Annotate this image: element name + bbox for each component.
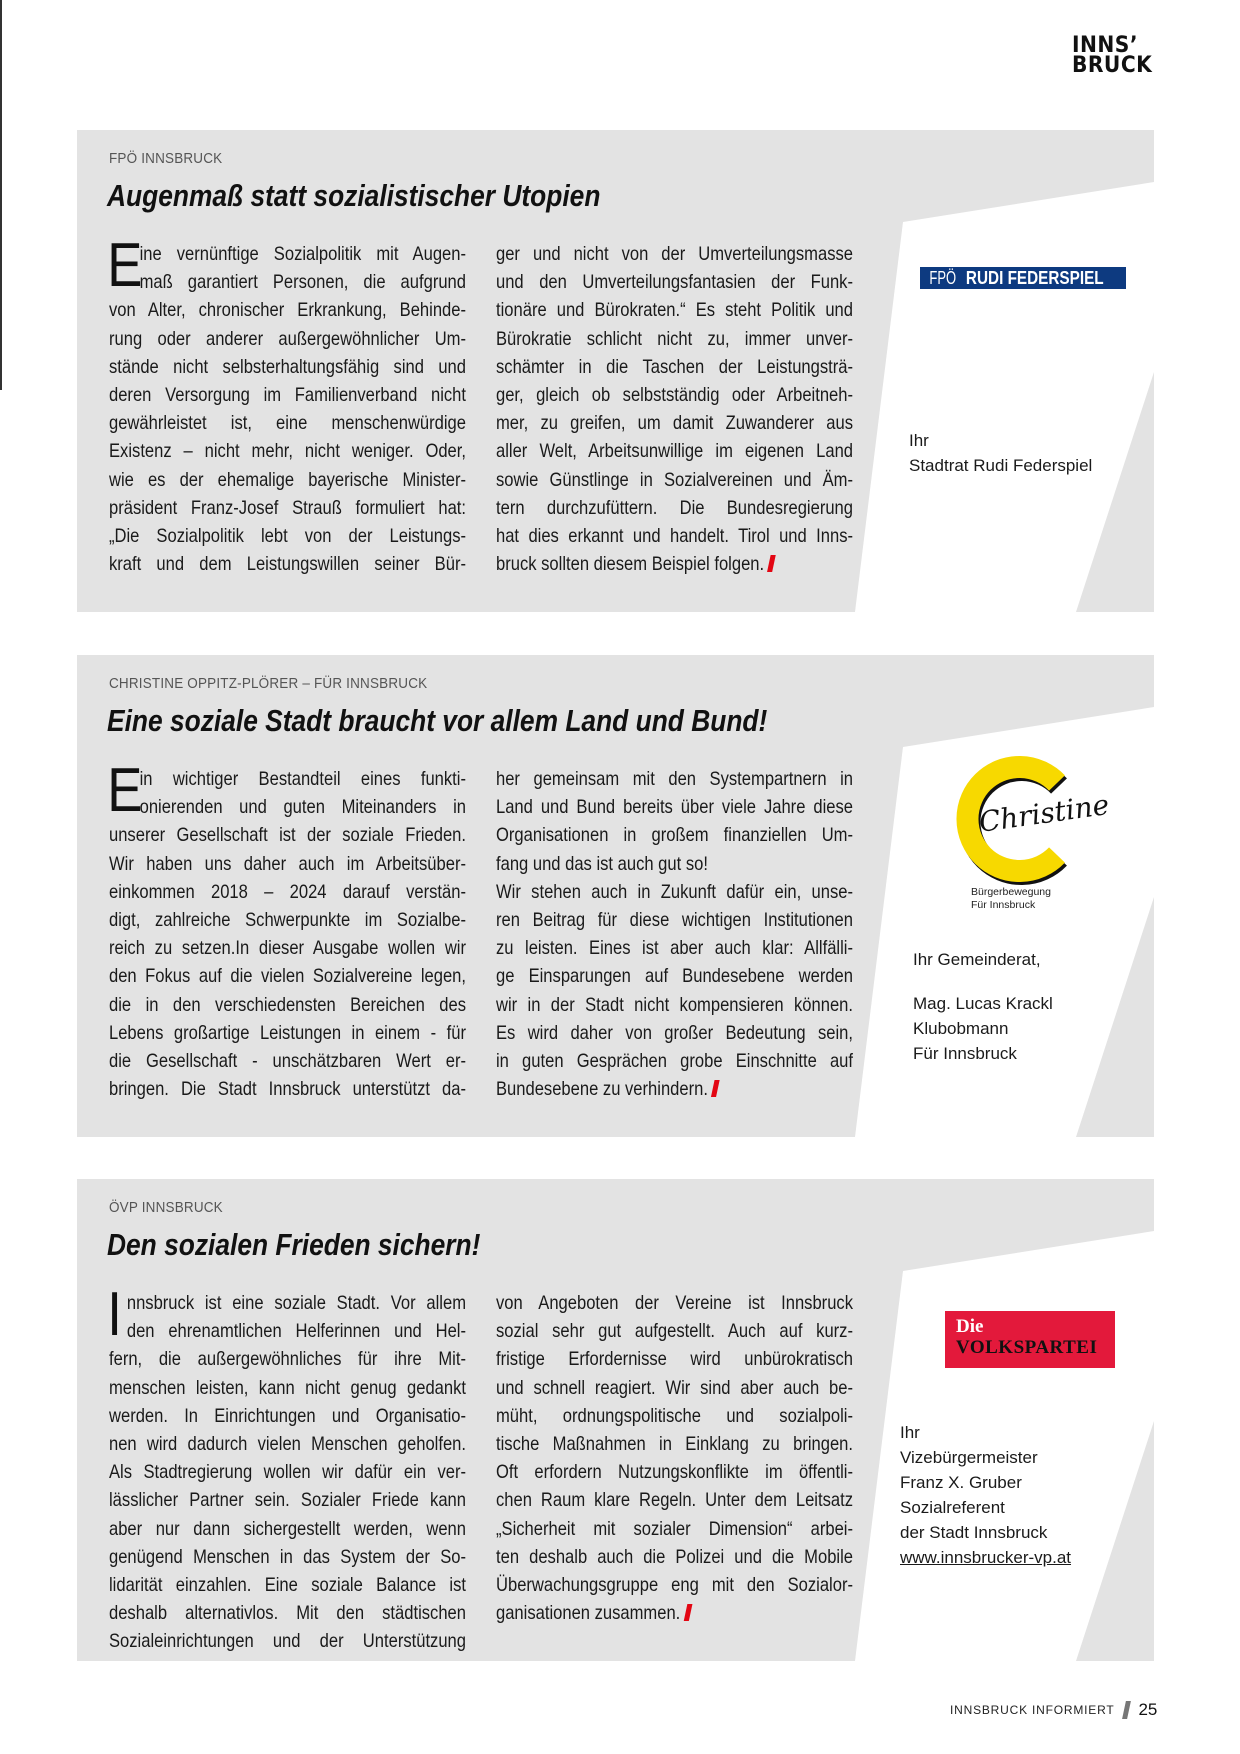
text-line — [109, 1075, 466, 1103]
text-line — [109, 1515, 466, 1543]
text-line-content: Überwachungsgruppe eng mit den Sozialor- — [496, 1573, 853, 1596]
logo-subtitle-line: Für Innsbruck — [971, 899, 1036, 911]
text-line — [109, 1599, 466, 1627]
text-line — [496, 494, 853, 522]
text-line — [496, 1599, 853, 1627]
brand-line-1: INNS’ — [1072, 33, 1138, 58]
logo-line-1: Die — [956, 1316, 984, 1337]
text-line — [496, 409, 853, 437]
text-line-content: aller Welt, Arbeitsunwillige im eigenen Land — [496, 440, 853, 463]
text-line — [496, 906, 853, 934]
drop-cap: I — [107, 1280, 122, 1349]
text-line — [109, 1317, 466, 1345]
drop-cap: E — [107, 756, 143, 825]
article-kicker: ÖVP INNSBRUCK — [109, 1199, 223, 1216]
text-line-content: in guten Gesprächen grobe Einschnitte auf — [496, 1049, 853, 1072]
text-line-content: die in den verschiedensten Bereichen des — [109, 993, 466, 1016]
christine-logo — [945, 755, 1112, 880]
text-line-content: rung oder anderer außergewöhnlicher Um- — [109, 327, 466, 350]
text-line-content: ger und nicht von der Umverteilungsmasse — [496, 243, 853, 265]
article-title: Eine soziale Stadt braucht vor allem Land und Bund! — [107, 703, 768, 738]
signature-line: Ihr — [909, 431, 929, 450]
text-line-content: fang und das ist auch gut so! — [496, 852, 708, 875]
article-panel — [77, 1179, 1154, 1661]
text-line-content: tische Maßnahmen in Einklang zu bringen. — [496, 1432, 853, 1455]
text-line-content: Wir stehen auch in Zukunft dafür ein, unse- — [496, 880, 853, 903]
brand-line-2: BRUCK — [1072, 53, 1153, 78]
text-line — [496, 353, 853, 381]
text-line — [109, 353, 466, 381]
text-line-content: ge Einsparungen auf Bundesebene werden — [496, 965, 853, 988]
text-line — [109, 934, 466, 962]
text-line-content: chen Raum klare Regeln. Unter dem Leitsatz — [496, 1489, 853, 1512]
signature-line: Sozialreferent — [900, 1498, 1005, 1517]
text-line-content: maß garantiert Personen, die aufgrund — [139, 271, 466, 294]
text-line — [109, 409, 466, 437]
text-line-content: Oft erfordern Nutzungskonflikte im öffentli- — [496, 1461, 853, 1484]
slash-divider-icon — [1123, 1701, 1132, 1719]
signature-spacer — [913, 972, 1053, 991]
text-line-content: aber nur dann sichergestellt werden, wenn — [109, 1517, 466, 1540]
text-line — [496, 850, 853, 878]
text-line — [109, 437, 466, 465]
text-line-content: Lebens großartige Leistungen in einem - für — [109, 1021, 466, 1044]
article-panel — [77, 130, 1154, 612]
text-line — [109, 991, 466, 1019]
end-mark-icon — [767, 555, 776, 572]
text-line-content: nen wird dadurch vielen Menschen geholfen. — [109, 1432, 466, 1455]
text-line — [496, 522, 853, 550]
text-line — [109, 821, 466, 849]
text-line — [109, 1019, 466, 1047]
end-mark-icon — [684, 1604, 693, 1621]
signature-line: Vizebürgermeister — [900, 1448, 1038, 1467]
text-line-content: von Angeboten der Vereine ist Innsbruck — [496, 1292, 853, 1314]
text-line-content: mer, zu greifen, um damit Zuwanderer aus — [496, 412, 853, 435]
volkspartei-logo — [945, 1311, 1115, 1368]
text-line-content: Bürokratie schlicht nicht zu, immer unver- — [496, 327, 853, 350]
text-line-content: wir in der Stadt nicht kompensieren können. — [496, 993, 853, 1016]
text-line-content: sowie Günstlinge in Sozialvereinen und Äm- — [496, 468, 853, 491]
text-line — [496, 1515, 853, 1543]
page-number: 25 — [1138, 1700, 1158, 1719]
text-line-content: Bundesebene zu verhindern. — [496, 1078, 708, 1101]
text-line — [496, 793, 853, 821]
text-line-content: ren Beitrag für diese wichtigen Institutionen — [496, 908, 853, 931]
text-line — [496, 765, 853, 793]
end-mark-icon — [711, 1080, 720, 1097]
text-line — [109, 325, 466, 353]
text-line — [109, 878, 466, 906]
text-line — [496, 550, 853, 578]
text-line — [496, 1402, 853, 1430]
text-line-content: den ehrenamtlichen Helferinnen und Hel- — [126, 1320, 466, 1343]
article-kicker: CHRISTINE OPPITZ-PLÖRER – FÜR INNSBRUCK — [109, 675, 428, 692]
text-line — [496, 1543, 853, 1571]
text-line — [496, 962, 853, 990]
signature-line: Stadtrat Rudi Federspiel — [909, 456, 1093, 475]
text-line — [109, 906, 466, 934]
svg-text:Christine: Christine — [976, 787, 1112, 839]
signature-line: Mag. Lucas Krackl — [913, 994, 1053, 1013]
text-line — [496, 240, 853, 268]
article-title: Augenmaß statt sozialistischer Utopien — [107, 178, 601, 213]
text-line — [496, 1019, 853, 1047]
article-column — [496, 1289, 853, 1627]
text-line-content: präsident Franz-Josef Strauß formuliert hat: — [109, 496, 466, 519]
text-line — [109, 1402, 466, 1430]
article-column — [496, 765, 853, 1103]
article-panel — [77, 655, 1154, 1137]
page-footer — [950, 1700, 1157, 1720]
text-line — [109, 1345, 466, 1373]
text-line-content: reich zu setzen.In dieser Ausgabe wollen wir — [109, 937, 466, 960]
text-line-content: wie es der ehemalige bayerische Minister- — [109, 468, 466, 491]
text-line — [109, 494, 466, 522]
text-line — [109, 793, 466, 821]
text-line — [496, 381, 853, 409]
text-line-content: Wir haben uns daher auch im Arbeitsüber- — [109, 852, 466, 875]
text-line-content: stände nicht selbsterhaltungsfähig sind und — [109, 355, 466, 378]
text-line — [496, 1374, 853, 1402]
text-line-content: einkommen 2018 – 2024 darauf verstän- — [109, 880, 466, 903]
signature-line: Ihr — [900, 1423, 920, 1442]
text-line-content: Es wird daher von großer Bedeutung sein, — [496, 1021, 853, 1044]
text-line-content: deren Versorgung im Familienverband nicht — [109, 383, 466, 406]
article-title: Den sozialen Frieden sichern! — [107, 1227, 481, 1262]
text-line — [496, 466, 853, 494]
text-line — [109, 1047, 466, 1075]
text-line — [109, 550, 466, 578]
text-line-content: digt, zahlreiche Schwerpunkte im Sozialbe- — [109, 908, 466, 931]
text-line-content: ganisationen zusammen. — [496, 1602, 681, 1625]
logo-text-bold: RUDI FEDERSPIEL — [965, 268, 1104, 288]
text-line — [109, 268, 466, 296]
text-line-content: die Gesellschaft - unschätzbaren Wert er- — [109, 1049, 466, 1072]
text-line-content: bruck sollten diesem Beispiel folgen. — [496, 553, 765, 576]
text-line — [496, 1430, 853, 1458]
text-line — [109, 1543, 466, 1571]
text-line-content: nnsbruck ist eine soziale Stadt. Vor allem — [126, 1292, 466, 1314]
text-line-content: her gemeinsam mit den Systempartnern in — [496, 768, 853, 790]
publication-name: INNSBRUCK INFORMIERT — [950, 1703, 1115, 1717]
text-line — [109, 466, 466, 494]
signature-line: Klubobmann — [913, 1019, 1009, 1038]
christine-c-icon — [945, 755, 1112, 880]
fpo-logo-text — [920, 267, 1104, 289]
text-line — [109, 1486, 466, 1514]
logo-subtitle-line: Bürgerbewegung — [971, 886, 1051, 898]
logo-text-light: FPÖ — [929, 268, 957, 288]
text-line-content: menschen leisten, kann nicht genug gedankt — [109, 1376, 466, 1399]
text-line — [496, 1458, 853, 1486]
text-line — [109, 962, 466, 990]
text-line — [496, 325, 853, 353]
text-line-content: unserer Gesellschaft ist der soziale Frieden. — [109, 824, 466, 847]
text-line-content: schämter in die Taschen der Leistungsträ- — [496, 355, 853, 378]
text-line — [109, 1430, 466, 1458]
text-line — [496, 1486, 853, 1514]
text-line-content: Sozialeinrichtungen und der Unterstützung — [109, 1630, 466, 1653]
article-column — [107, 231, 466, 578]
signature-line — [900, 1545, 1071, 1570]
signature-line: der Stadt Innsbruck — [900, 1523, 1048, 1542]
text-line — [496, 268, 853, 296]
text-line — [109, 240, 466, 268]
fpo-logo — [920, 267, 1126, 289]
text-line — [109, 1571, 466, 1599]
text-line — [109, 765, 466, 793]
text-line-content: Als Stadtregierung wollen wir dafür ein ver- — [109, 1461, 466, 1484]
text-line-content: ine vernünftige Sozialpolitik mit Augen- — [139, 243, 466, 265]
website-link[interactable]: www.innsbrucker-vp.at — [900, 1548, 1072, 1567]
text-line-content: in wichtiger Bestandteil eines funkti- — [139, 768, 466, 790]
text-line-content: ten deshalb auch die Polizei und die Mobile — [496, 1545, 853, 1568]
text-line — [496, 1075, 853, 1103]
text-line — [496, 1571, 853, 1599]
text-line-content: müht, ordnungspolitische und sozialpoli- — [496, 1404, 853, 1427]
text-line-content: fristige Erfordernisse wird unbürokratisch — [496, 1348, 853, 1371]
text-line — [109, 1289, 466, 1317]
text-line-content: „Die Sozialpolitik lebt von der Leistungs- — [109, 524, 466, 547]
text-line — [109, 522, 466, 550]
signature-block — [900, 1420, 1071, 1570]
text-line-content: bringen. Die Stadt Innsbruck unterstützt da- — [109, 1078, 466, 1101]
text-line — [496, 437, 853, 465]
text-line-content: und den Umverteilungsfantasien der Funk- — [496, 271, 853, 294]
text-line-content: lässlicher Partner sein. Sozialer Friede kann — [109, 1489, 466, 1512]
article-kicker: FPÖ INNSBRUCK — [109, 150, 223, 167]
innsbruck-logo — [1072, 33, 1153, 78]
text-line — [496, 991, 853, 1019]
text-line-content: zu leisten. Eines ist aber auch klar: Allfälli- — [496, 937, 853, 960]
christine-logo-subtitle — [971, 886, 1051, 912]
text-line-content: genügend Menschen in das System der So- — [109, 1545, 466, 1568]
text-line — [109, 1627, 466, 1655]
logo-line-2: VOLKSPARTEI — [956, 1337, 1098, 1358]
article-column — [107, 1280, 466, 1655]
text-line — [496, 878, 853, 906]
text-line — [109, 850, 466, 878]
article-column — [107, 756, 466, 1103]
text-line-content: kraft und dem Leistungswillen seiner Bür- — [109, 553, 466, 576]
text-line-content: onierenden und guten Miteinanders in — [139, 796, 466, 819]
text-line-content: gewährleistet ist, eine menschenwürdige — [109, 412, 466, 435]
text-line-content: Organisationen in großem finanziellen Um- — [496, 824, 853, 847]
text-line-content: tionäre und Bürokraten.“ Es steht Politik und — [496, 299, 853, 322]
text-line — [496, 1317, 853, 1345]
text-line — [109, 1458, 466, 1486]
text-line — [109, 381, 466, 409]
text-line-content: fern, die außergewöhnliches für ihre Mit- — [109, 1348, 466, 1371]
text-line — [496, 1345, 853, 1373]
text-line-content: deshalb alternativlos. Mit den städtischen — [109, 1602, 466, 1625]
text-line-content: hat dies erkannt und handelt. Tirol und Inns- — [496, 524, 853, 547]
signature-line: Ihr Gemeinderat, — [913, 950, 1041, 969]
text-line — [496, 1047, 853, 1075]
text-line — [109, 296, 466, 324]
drop-cap: E — [107, 231, 143, 300]
text-line — [496, 1289, 853, 1317]
text-line — [109, 1374, 466, 1402]
text-line-content: Existenz – nicht mehr, nicht weniger. Oder, — [109, 440, 466, 463]
signature-block — [909, 428, 1092, 478]
text-line-content: lidarität einzahlen. Eine soziale Balance ist — [109, 1573, 466, 1596]
article-column — [496, 240, 853, 578]
signature-block — [913, 947, 1053, 1066]
text-line-content: werden. In Einrichtungen und Organisatio- — [109, 1404, 466, 1427]
text-line — [496, 821, 853, 849]
text-line-content: ger, gleich ob selbstständig oder Arbeitneh- — [496, 383, 853, 406]
text-line-content: und schnell reagiert. Wir sind aber auch be- — [496, 1376, 853, 1399]
text-line-content: „Sicherheit mit sozialer Dimension“ arbei- — [496, 1517, 853, 1540]
signature-line: Für Innsbruck — [913, 1044, 1017, 1063]
signature-line: Franz X. Gruber — [900, 1473, 1022, 1492]
page-edge-line — [0, 0, 2, 390]
text-line — [496, 934, 853, 962]
text-line-content: von Alter, chronischer Erkrankung, Behinde- — [109, 299, 466, 322]
text-line-content: den Fokus auf die vielen Sozialvereine legen, — [109, 965, 466, 988]
text-line-content: tern durchzufüttern. Die Bundesregierung — [496, 496, 853, 519]
text-line-content: Land und Bund bereits über viele Jahre diese — [496, 796, 853, 819]
text-line-content: sozial sehr gut aufgestellt. Auch auf kurz- — [496, 1320, 853, 1343]
text-line — [496, 296, 853, 324]
